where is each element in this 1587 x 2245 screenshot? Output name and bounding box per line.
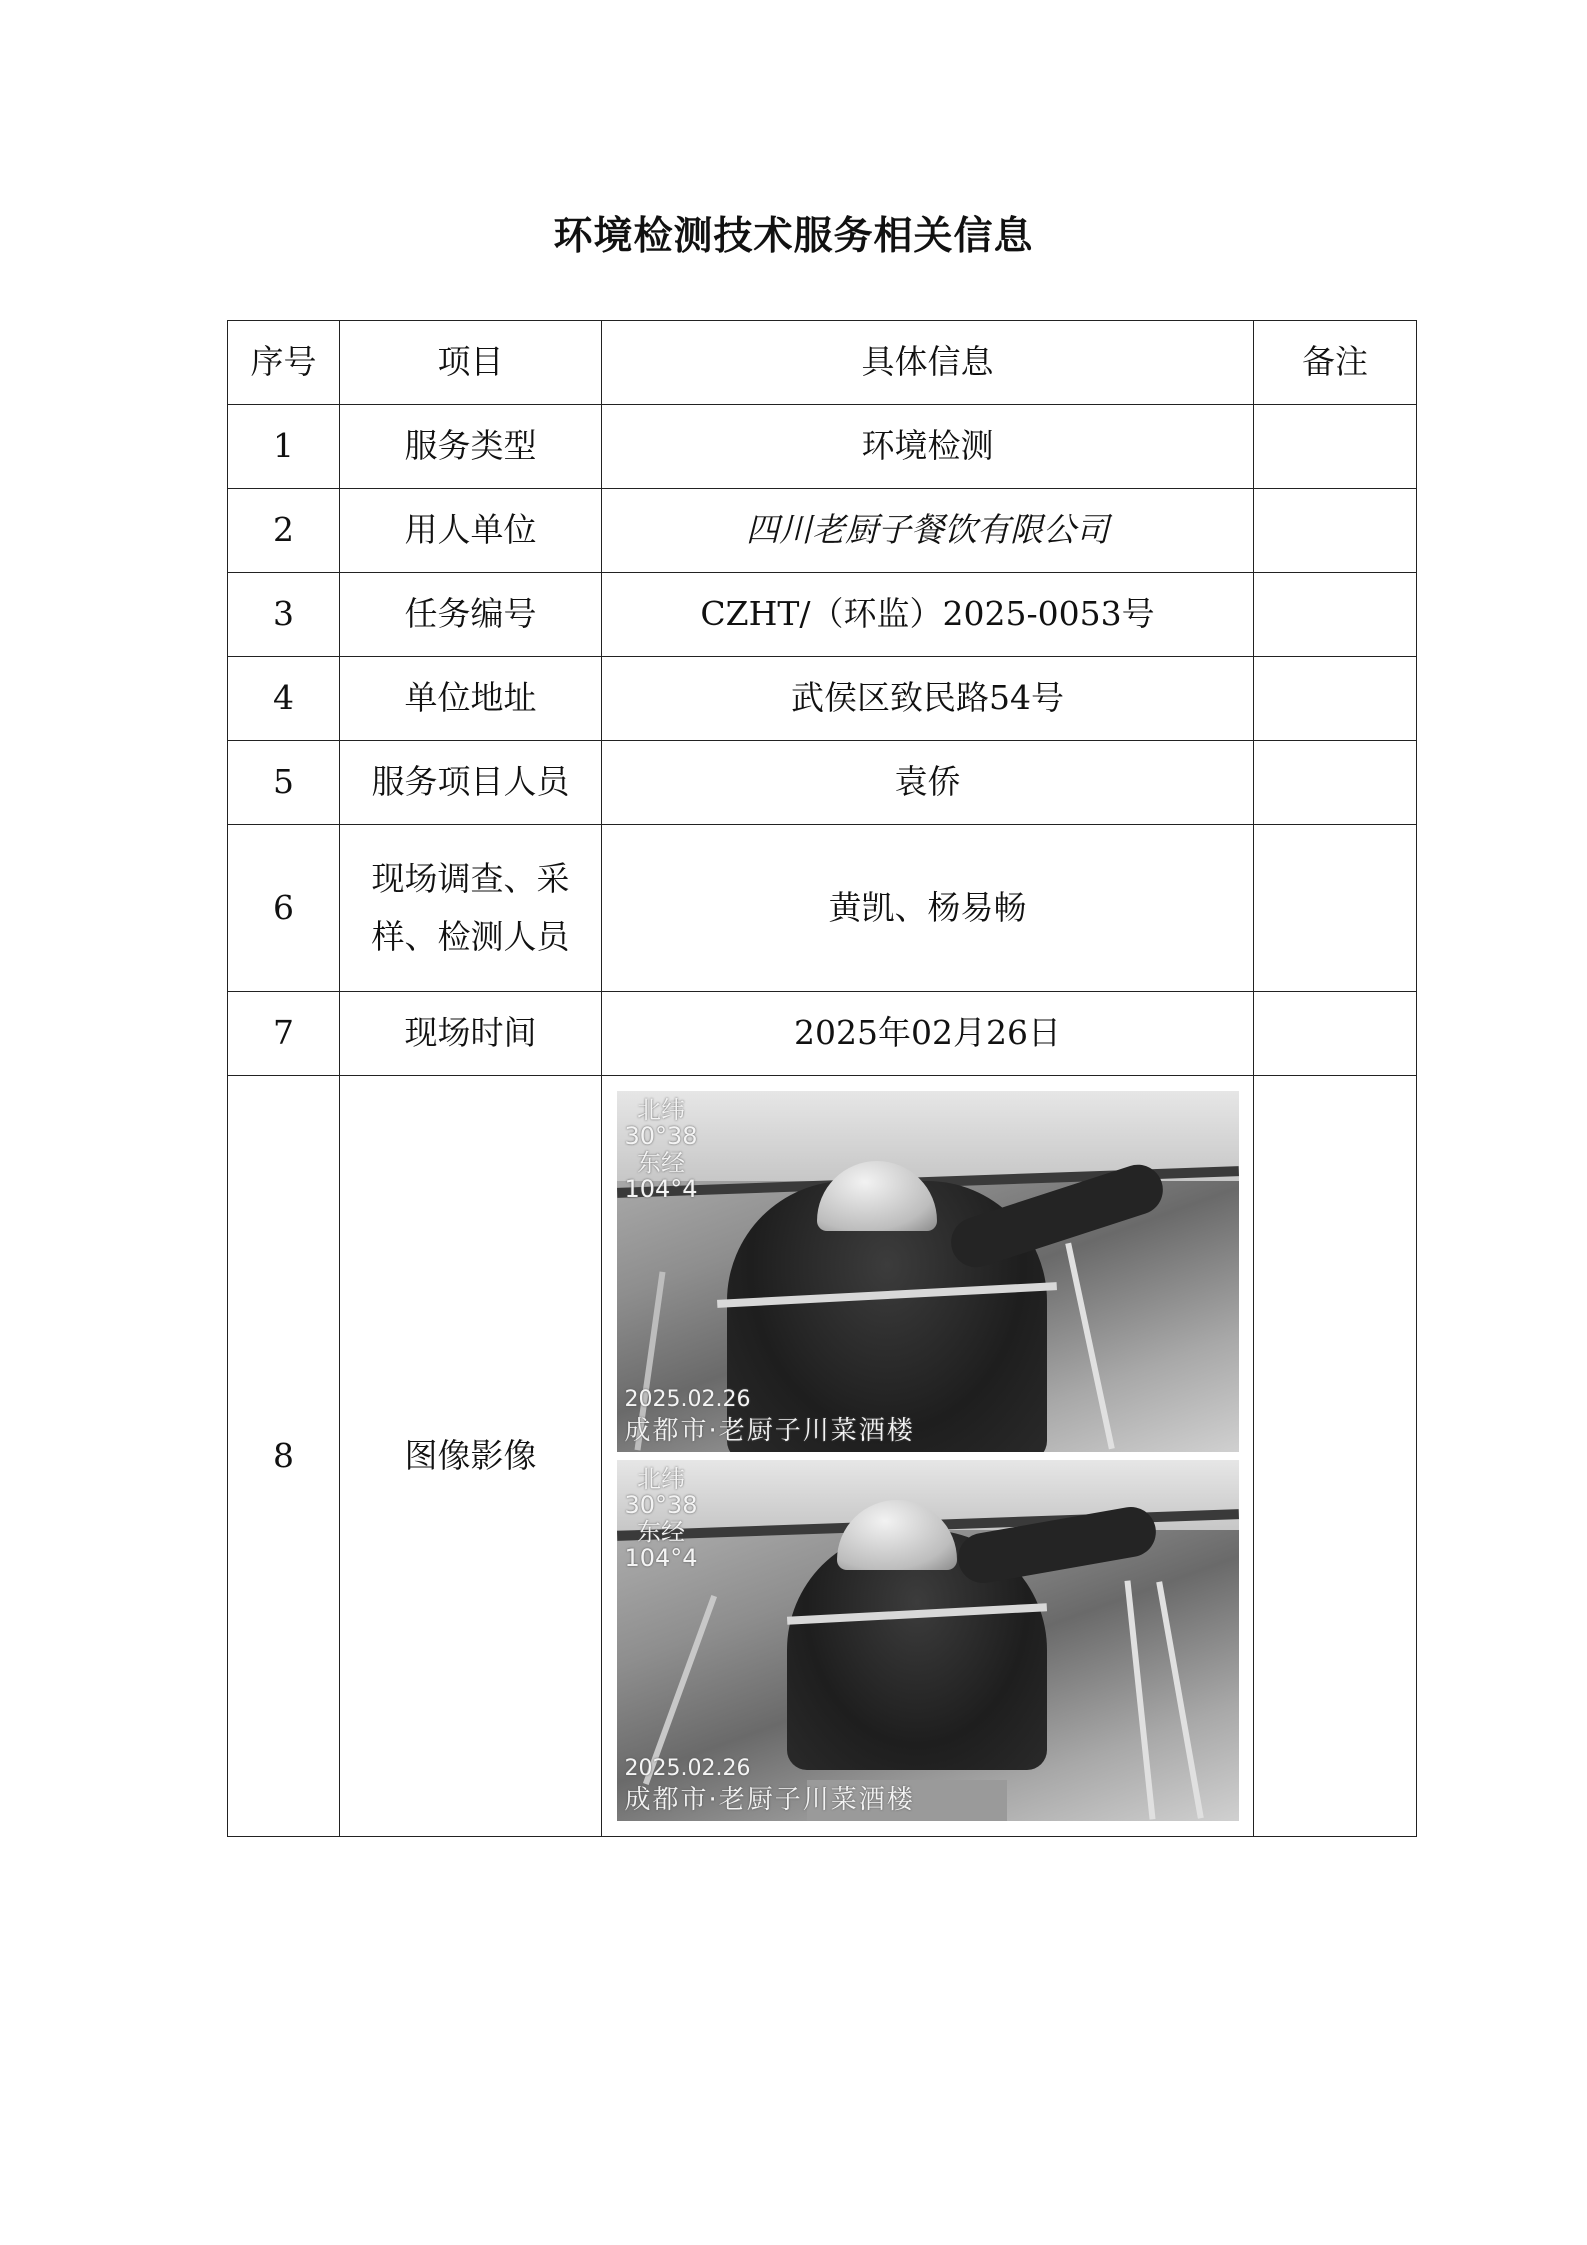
photo-pipe (1124, 1580, 1155, 1819)
table-row (228, 489, 1417, 573)
photo-lon-label: 东经 (637, 1517, 686, 1546)
row-detail: CZHT/（环监）2025-0053号 (602, 573, 1254, 657)
row-remark (1254, 573, 1417, 657)
row-item: 现场时间 (340, 992, 602, 1076)
row-remark (1254, 405, 1417, 489)
table-row (228, 657, 1417, 741)
row-item: 服务项目人员 (340, 741, 602, 825)
row-index: 4 (228, 657, 340, 741)
table-row (228, 573, 1417, 657)
photo-lat-value: 30°38 (624, 1491, 698, 1520)
photo-location-stamp: 成都市·老厨子川菜酒楼 (624, 1416, 915, 1447)
row-item: 现场调查、采样、检测人员 (340, 825, 602, 992)
row-detail: 2025年02月26日 (602, 992, 1254, 1076)
row-item: 单位地址 (340, 657, 602, 741)
header-detail: 具体信息 (602, 321, 1254, 405)
row-remark (1254, 657, 1417, 741)
photo-lon-value: 104°4 (624, 1544, 698, 1573)
table-row (228, 992, 1417, 1076)
row-item: 服务类型 (340, 405, 602, 489)
table-row (228, 825, 1417, 992)
table-row (228, 741, 1417, 825)
row-remark (1254, 992, 1417, 1076)
row-index: 7 (228, 992, 340, 1076)
photo-pipe (1156, 1581, 1204, 1818)
row-index: 8 (228, 1076, 340, 1837)
row-remark (1254, 489, 1417, 573)
photo-lon-label: 东经 (637, 1148, 686, 1177)
row-remark (1254, 825, 1417, 992)
header-item: 项目 (340, 321, 602, 405)
row-detail-photos (602, 1076, 1254, 1837)
page-title: 环境检测技术服务相关信息 (553, 213, 1034, 259)
row-index: 1 (228, 405, 340, 489)
row-detail: 四川老厨子餐饮有限公司 (602, 489, 1254, 573)
photo-lat-value: 30°38 (624, 1122, 698, 1151)
header-remark: 备注 (1254, 321, 1417, 405)
row-remark (1254, 1076, 1417, 1837)
row-detail: 袁侨 (602, 741, 1254, 825)
row-detail: 黄凯、杨易畅 (602, 825, 1254, 992)
photo-date-stamp: 2025.02.26 (624, 1386, 751, 1412)
row-remark (1254, 741, 1417, 825)
row-detail: 环境检测 (602, 405, 1254, 489)
site-photo (617, 1091, 1239, 1452)
photo-gps-stamp (625, 1097, 698, 1203)
info-table (227, 320, 1417, 1837)
row-index: 6 (228, 825, 340, 992)
site-photo (617, 1460, 1239, 1821)
row-item: 图像影像 (340, 1076, 602, 1837)
photo-lat-label: 北纬 (637, 1465, 686, 1493)
photo-location-stamp: 成都市·老厨子川菜酒楼 (624, 1785, 915, 1816)
photo-lat-label: 北纬 (637, 1096, 686, 1124)
photo-gps-stamp (625, 1466, 698, 1572)
photo-date-stamp: 2025.02.26 (624, 1755, 751, 1781)
header-index: 序号 (228, 321, 340, 405)
table-header-row (228, 321, 1417, 405)
photo-lon-value: 104°4 (624, 1175, 698, 1204)
row-item: 用人单位 (340, 489, 602, 573)
photo-pipe (1065, 1243, 1115, 1450)
table-row (228, 405, 1417, 489)
row-index: 5 (228, 741, 340, 825)
row-index: 3 (228, 573, 340, 657)
row-item: 任务编号 (340, 573, 602, 657)
row-detail: 武侯区致民路54号 (602, 657, 1254, 741)
table-row (228, 1076, 1417, 1837)
row-index: 2 (228, 489, 340, 573)
